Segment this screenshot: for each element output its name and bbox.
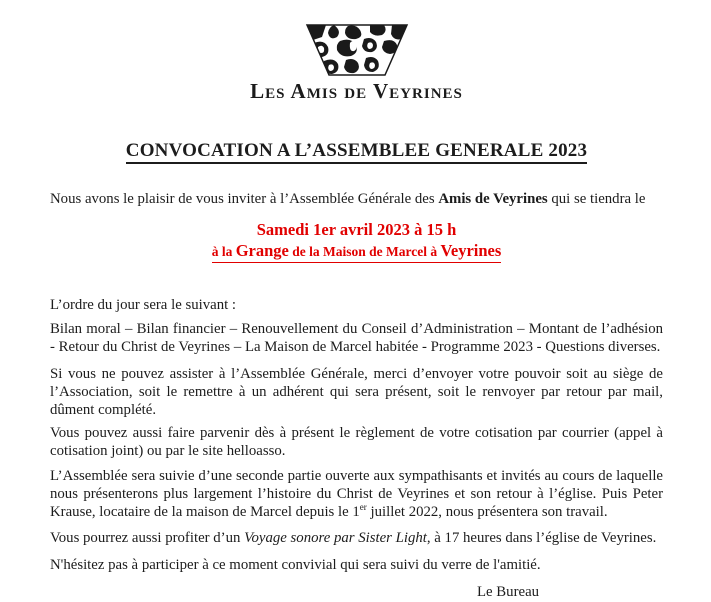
document-title xyxy=(50,140,663,162)
association-logo xyxy=(50,23,663,77)
intro-post: qui se tiendra le xyxy=(547,191,646,207)
loc-part-1: à la xyxy=(211,244,236,259)
intro-org-bold: Amis de Veyrines xyxy=(438,191,548,207)
org-name: Les Amis de Veyrines xyxy=(250,79,463,103)
paragraph-pouvoir: Si vous ne pouvez assister à l’Assemblée Générale, merci d’envoyer votre pouvoir soit au siège de l’Association, soit le remettre à un adhérent qui sera présent, soit le renvoyer par retour par mail, dûment complété. xyxy=(50,366,663,418)
document-title-text: CONVOCATION A L’ASSEMBLEE GENERALE 2023 xyxy=(126,140,587,164)
voyage-pre: Vous pourrez aussi profiter d’un xyxy=(50,530,245,546)
seconde-post: juillet 2022, nous présentera son travail. xyxy=(366,504,608,520)
letter-body xyxy=(50,190,663,601)
loc-part-grange: Grange xyxy=(235,241,289,260)
event-date: Samedi 1er avril 2023 à 15 h xyxy=(256,220,457,239)
event-location-text xyxy=(212,240,502,263)
agenda-lead: L’ordre du jour sera le suivant : xyxy=(50,297,237,313)
signature: Le Bureau xyxy=(477,584,540,600)
event-details xyxy=(50,220,663,263)
event-location xyxy=(50,240,663,263)
voyage-italic-title: Voyage sonore par Sister Light xyxy=(244,530,427,546)
agenda-items: Bilan moral – Bilan financier – Renouvellement du Conseil d’Administration – Montant de l’adhésion - Retour du Christ de Veyrines – La Maison de Marcel habitée - Programme 2023 - Questions diverses. xyxy=(50,321,663,355)
paragraph-seconde-partie xyxy=(50,467,663,521)
letterhead xyxy=(50,23,663,104)
intro-pre: Nous avons le plaisir de vous inviter à l’Assemblée Générale des xyxy=(50,191,439,207)
intro-paragraph xyxy=(50,190,663,208)
seconde-pre: L’Assemblée sera suivie d’une seconde partie ouverte aux sympathisants et invités au cours de laquelle nous présenterons plus largement l’histoire du Christ de Veyrines et son retour à l’église. Puis Peter Krause, locataire de la maison de Marcel depuis le 1 xyxy=(50,468,663,520)
voyage-post: , à 17 heures dans l’église de Veyrines. xyxy=(426,530,657,546)
loc-part-3: de la Maison de Marcel à xyxy=(288,244,441,259)
paragraph-cotisation: Vous pouvez aussi faire parvenir dès à présent le règlement de votre cotisation par courrier (appel à cotisation joint) ou par le site helloasso. xyxy=(50,425,663,459)
seconde-superscript: er xyxy=(359,502,367,513)
paragraph-convivial: N'hésitez pas à participer à ce moment convivial qui sera suivi du verre de l'amitié. xyxy=(50,557,541,573)
paragraph-voyage xyxy=(50,529,663,547)
loc-part-veyrines: Veyrines xyxy=(440,241,502,260)
